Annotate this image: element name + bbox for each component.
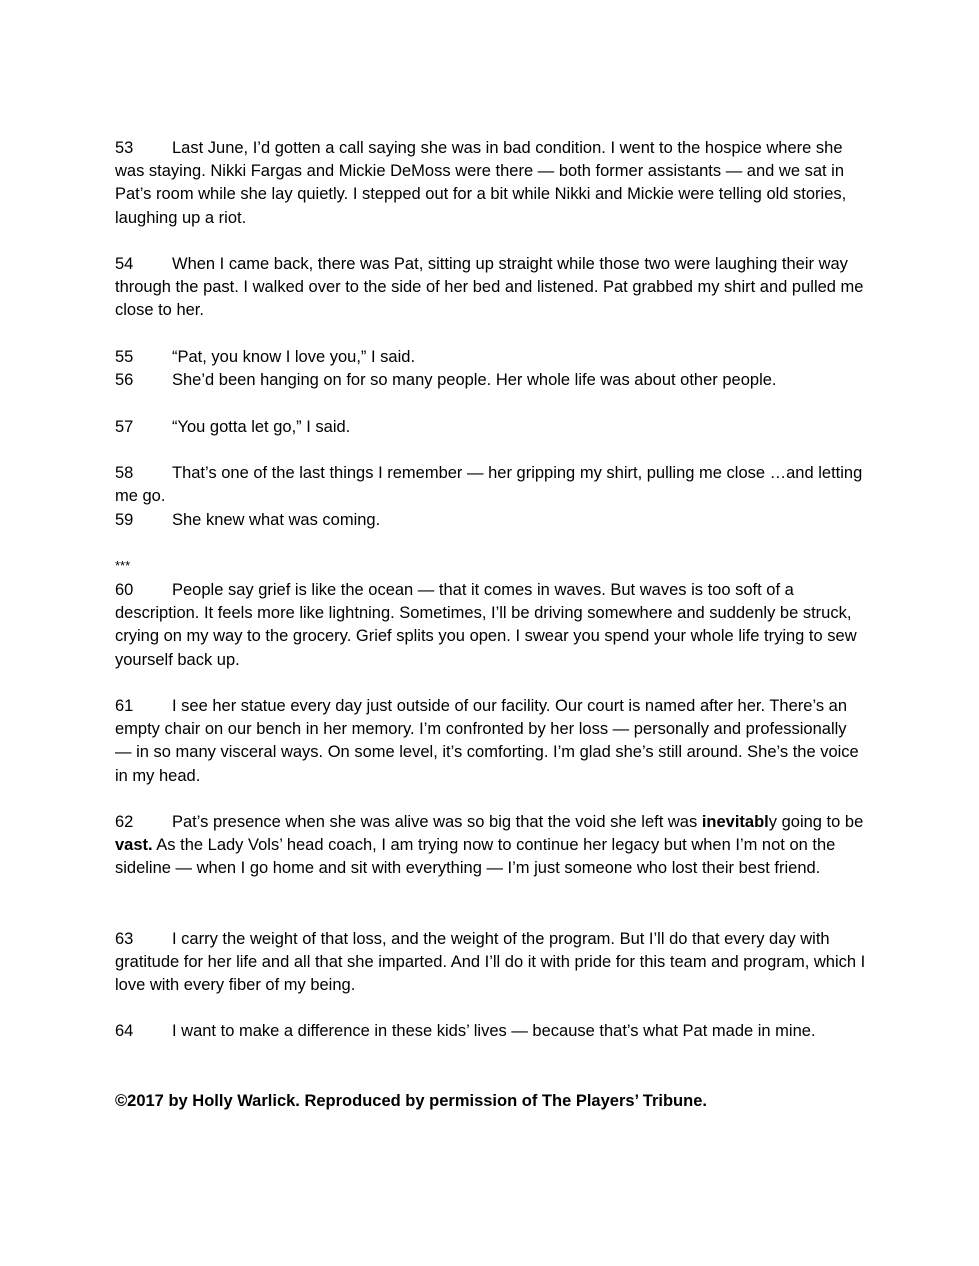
paragraph-number: 57 bbox=[115, 418, 134, 436]
paragraph-63 bbox=[115, 928, 867, 998]
paragraph-61 bbox=[115, 695, 867, 788]
paragraph-text: I see her statue every day just outside of our facility. Our court is named after her. There’s an empty chair on our bench in her memory. I’m confronted by her loss — personally and professionally — in so many visceral ways. On some level, it’s comforting. I’m glad she’s still around. She’s the voice in my head. bbox=[115, 697, 859, 785]
paragraph-number: 63 bbox=[115, 930, 134, 948]
paragraph-53 bbox=[115, 137, 867, 230]
paragraph-56 bbox=[115, 369, 867, 392]
paragraph-text: I want to make a difference in these kids’ lives — because that’s what Pat made in mine. bbox=[172, 1022, 816, 1040]
paragraph-text: People say grief is like the ocean — that it comes in waves. But waves is too soft of a description. It feels more like lightning. Sometimes, I’ll be driving somewhere and suddenly be struck, crying on my way to the grocery. Grief splits you open. I swear you spend your whole life trying to sew yourself back up. bbox=[115, 581, 857, 669]
paragraph-number: 64 bbox=[115, 1022, 134, 1040]
paragraph-number: 58 bbox=[115, 464, 134, 482]
paragraph-number: 54 bbox=[115, 255, 134, 273]
paragraph-58 bbox=[115, 462, 867, 508]
paragraph-text: Pat’s presence when she was alive was so big that the void she left was bbox=[172, 813, 702, 831]
paragraph-number: 60 bbox=[115, 581, 134, 599]
paragraph-text: As the Lady Vols’ head coach, I am trying now to continue her legacy but when I’m not on the sideline — when I go home and sit with everything — I’m just someone who lost their best friend. bbox=[115, 836, 836, 878]
paragraph-57 bbox=[115, 416, 867, 439]
paragraph-60 bbox=[115, 579, 867, 672]
paragraph-64 bbox=[115, 1020, 867, 1043]
paragraph-text: “Pat, you know I love you,” I said. bbox=[172, 348, 416, 366]
paragraph-number: 61 bbox=[115, 697, 134, 715]
section-separator: *** bbox=[115, 558, 131, 573]
paragraph-number: 55 bbox=[115, 348, 134, 366]
paragraph-text: y going to be bbox=[768, 813, 864, 831]
paragraph-text: When I came back, there was Pat, sitting up straight while those two were laughing their way through the past. I walked over to the side of her bed and listened. Pat grabbed my shirt and pulled me close to her. bbox=[115, 255, 864, 320]
paragraph-text: She knew what was coming. bbox=[172, 511, 381, 529]
paragraph-62 bbox=[115, 811, 867, 881]
copyright-credit: ©2017 by Holly Warlick. Reproduced by permission of The Players’ Tribune. bbox=[115, 1092, 707, 1110]
paragraph-text: She’d been hanging on for so many people. Her whole life was about other people. bbox=[172, 371, 777, 389]
paragraph-number: 62 bbox=[115, 813, 134, 831]
bold-text: vast. bbox=[115, 836, 153, 855]
paragraph-number: 53 bbox=[115, 139, 134, 157]
paragraph-number: 56 bbox=[115, 371, 134, 389]
paragraph-text: I carry the weight of that loss, and the weight of the program. But I’ll do that every day with gratitude for her life and all that she imparted. And I’ll do it with pride for this team and program, which I love with every fiber of my being. bbox=[115, 930, 866, 995]
paragraph-number: 59 bbox=[115, 511, 134, 529]
paragraph-text: Last June, I’d gotten a call saying she was in bad condition. I went to the hospice where she was staying. Nikki Fargas and Mickie DeMoss were there — both former assistants — and we sat in Pat’s room while she lay quietly. I stepped out for a bit while Nikki and Mickie were telling old stories, laughing up a riot. bbox=[115, 139, 847, 227]
paragraph-55 bbox=[115, 346, 867, 369]
bold-text: inevitabl bbox=[701, 813, 769, 831]
paragraph-54 bbox=[115, 253, 867, 323]
paragraph-59 bbox=[115, 509, 867, 532]
paragraph-text: That’s one of the last things I remember — her gripping my shirt, pulling me close …and letting me go. bbox=[115, 464, 863, 506]
paragraph-text: “You gotta let go,” I said. bbox=[172, 418, 351, 436]
